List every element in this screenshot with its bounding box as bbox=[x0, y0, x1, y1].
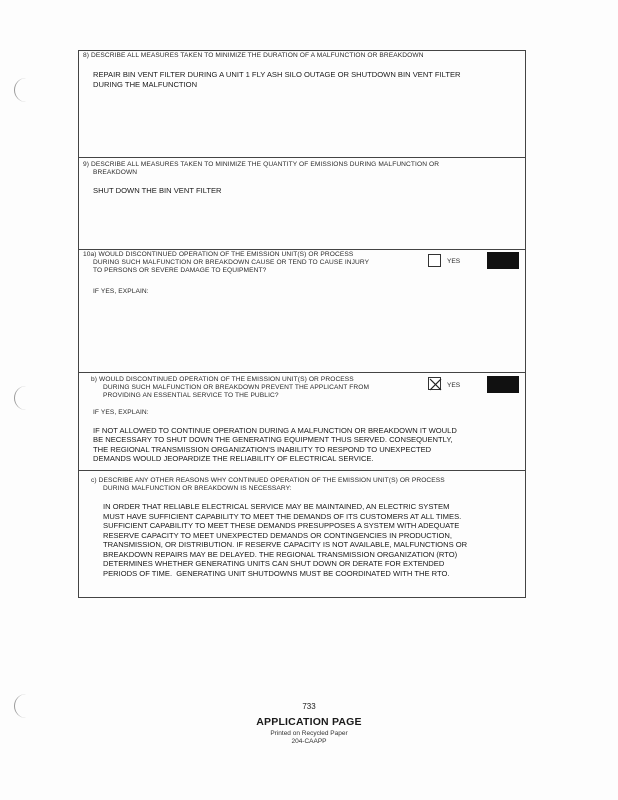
q9-answer: SHUT DOWN THE BIN VENT FILTER bbox=[93, 186, 222, 195]
q10a-yes-label: YES bbox=[447, 258, 461, 265]
hole-punch-mark-middle bbox=[14, 386, 29, 410]
q8-question: 8) DESCRIBE ALL MEASURES TAKEN TO MINIMIZE THE DURATION OF A MALFUNCTION OR BREAKDOWN bbox=[83, 52, 424, 59]
q10c-answer-line-6: BREAKDOWN REPAIRS MAY BE DELAYED. THE REGIONAL TRANSMISSION ORGANIZATION (RTO) bbox=[103, 550, 458, 559]
q10b-question-line-2: DURING SUCH MALFUNCTION OR BREAKDOWN PREVENT THE APPLICANT FROM bbox=[103, 384, 370, 391]
q10b-answer-line-4: DEMANDS WOULD JEOPARDIZE THE RELIABILITY OF ELECTRICAL SERVICE. bbox=[93, 454, 374, 463]
q9-question-line-1: 9) DESCRIBE ALL MEASURES TAKEN TO MINIMIZE THE QUANTITY OF EMISSIONS DURING MALFUNCTION OR bbox=[83, 161, 440, 168]
section-q9 bbox=[79, 158, 525, 250]
hole-punch-mark-top bbox=[14, 78, 29, 102]
footer-printed-on bbox=[0, 730, 618, 746]
footer-title: APPLICATION PAGE bbox=[256, 716, 362, 728]
page-number: 733 bbox=[302, 702, 316, 711]
section-q10c bbox=[79, 471, 525, 599]
q10b-explain-label: IF YES, EXPLAIN: bbox=[93, 409, 149, 416]
q10c-answer-line-7: DETERMINES WHETHER GENERATING UNITS CAN SHUT DOWN OR DERATE FOR EXTENDED bbox=[103, 559, 445, 568]
q10a-question-line-1: 10a) WOULD DISCONTINUED OPERATION OF THE EMISSION UNIT(S) OR PROCESS bbox=[83, 251, 354, 258]
checkmark-x-icon bbox=[429, 378, 442, 391]
q10b-answer-line-1: IF NOT ALLOWED TO CONTINUE OPERATION DURING A MALFUNCTION OR BREAKDOWN IT WOULD bbox=[93, 426, 457, 435]
redacted-no-box bbox=[487, 252, 519, 269]
redacted-no-box bbox=[487, 376, 519, 393]
q10b-yes-checkbox[interactable] bbox=[428, 377, 441, 390]
form-code: 204-CAAPP bbox=[291, 738, 327, 745]
q9-question-line-2: BREAKDOWN bbox=[93, 169, 138, 176]
section-q10b bbox=[79, 373, 525, 471]
q10a-yes-checkbox[interactable] bbox=[428, 254, 441, 267]
q10b-yes-label: YES bbox=[447, 382, 461, 389]
q10c-answer-line-1: IN ORDER THAT RELIABLE ELECTRICAL SERVICE MAY BE MAINTAINED, AN ELECTRIC SYSTEM bbox=[103, 502, 450, 511]
q10c-answer-line-2: MUST HAVE SUFFICIENT CAPABILITY TO MEET THE DEMANDS OF ITS CUSTOMERS AT ALL TIMES. bbox=[103, 512, 462, 521]
q10b-answer-line-2: BE NECESSARY TO SHUT DOWN THE GENERATING EQUIPMENT THUS SERVED. CONSEQUENTLY, bbox=[93, 435, 453, 444]
q10b-answer-line-3: THE REGIONAL TRANSMISSION ORGANIZATION'S INABILITY TO RESPOND TO UNEXPECTED bbox=[93, 445, 432, 454]
q10a-question-line-3: TO PERSONS OR SEVERE DAMAGE TO EQUIPMENT? bbox=[93, 267, 267, 274]
q10c-answer-line-8: PERIODS OF TIME. GENERATING UNIT SHUTDOWNS MUST BE COORDINATED WITH THE RTO. bbox=[103, 569, 450, 578]
section-q8 bbox=[79, 51, 525, 158]
application-form bbox=[78, 50, 526, 598]
q10c-question-line-1: c) DESCRIBE ANY OTHER REASONS WHY CONTINUED OPERATION OF THE EMISSION UNIT(S) OR PROCESS bbox=[91, 477, 445, 484]
q8-answer-line-1: REPAIR BIN VENT FILTER DURING A UNIT 1 FLY ASH SILO OUTAGE OR SHUTDOWN BIN VENT FILTER bbox=[93, 70, 461, 79]
q10c-answer-line-3: SUFFICIENT CAPABILITY TO MEET THESE DEMANDS PRESUPPOSES A SYSTEM WITH ADEQUATE bbox=[103, 521, 460, 530]
section-q10a bbox=[79, 250, 525, 373]
q10b-question-line-3: PROVIDING AN ESSENTIAL SERVICE TO THE PUBLIC? bbox=[103, 392, 279, 399]
q10b-question-line-1: b) WOULD DISCONTINUED OPERATION OF THE EMISSION UNIT(S) OR PROCESS bbox=[91, 376, 354, 383]
printed-on-recycled-paper: Printed on Recycled Paper bbox=[270, 730, 348, 737]
q10a-question-line-2: DURING SUCH MALFUNCTION OR BREAKDOWN CAUSE OR TEND TO CAUSE INJURY bbox=[93, 259, 370, 266]
q10c-answer-line-4: RESERVE CAPACITY TO MEET UNEXPECTED DEMANDS OR CONTINGENCIES IN PRODUCTION, bbox=[103, 531, 452, 540]
q8-answer-line-2: DURING THE MALFUNCTION bbox=[93, 80, 198, 89]
q10c-question-line-2: DURING MALFUNCTION OR BREAKDOWN IS NECESSARY: bbox=[103, 485, 292, 492]
q10a-explain-label: IF YES, EXPLAIN: bbox=[93, 288, 149, 295]
q10c-answer-line-5: TRANSMISSION, OR DISTRIBUTION. IF RESERVE CAPACITY IS NOT AVAILABLE, MALFUNCTIONS OR bbox=[103, 540, 468, 549]
